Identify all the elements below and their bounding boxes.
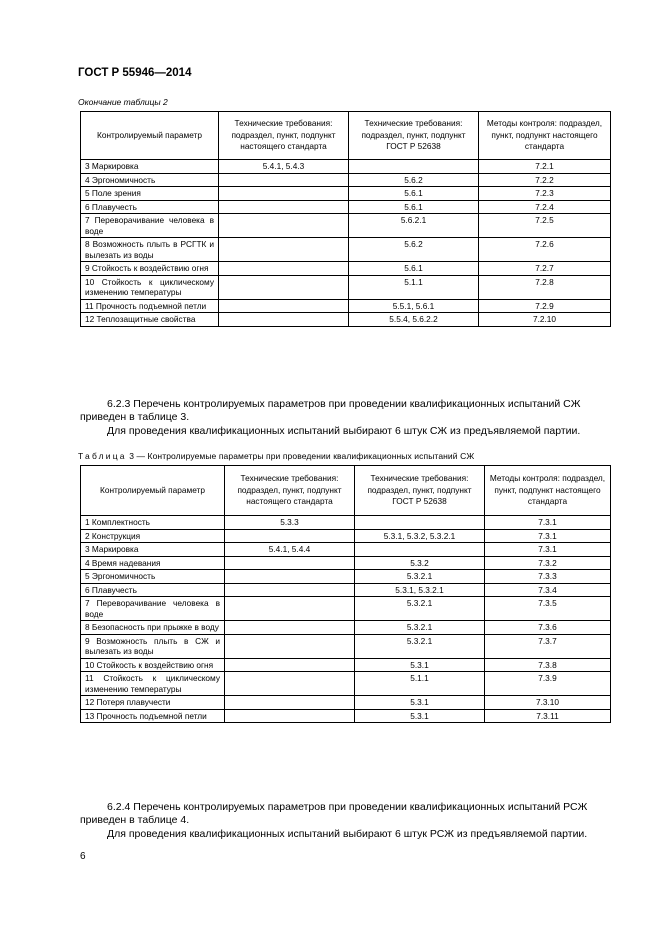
- method-cell: 7.2.5: [479, 214, 611, 238]
- tech-req-gost-cell: 5.6.2: [349, 238, 479, 262]
- col-header-parameter: Контролируемый параметр: [81, 466, 225, 516]
- method-cell: 7.3.4: [485, 583, 611, 597]
- param-cell: 12 Потеря плавучести: [81, 696, 225, 710]
- table-row: [81, 200, 611, 214]
- paragraph-6-2-4-note: Для проведения квалификационных испытаний выбирают 6 штук РСЖ из предъявляемой партии.: [107, 828, 588, 840]
- param-cell: 9 Стойкость к воздействию огня: [81, 262, 219, 276]
- tech-req-gost-cell: 5.3.2.1: [355, 621, 485, 635]
- table1-caption: Окончание таблицы 2: [78, 97, 168, 107]
- tech-req-gost-cell: 5.6.2: [349, 173, 479, 187]
- method-cell: 7.2.2: [479, 173, 611, 187]
- table3-caption-word: Таблица: [78, 451, 127, 461]
- tech-req-gost-cell: 5.5.1, 5.6.1: [349, 299, 479, 313]
- tech-req-standard-cell: [219, 173, 349, 187]
- table-row: [81, 262, 611, 276]
- method-cell: 7.2.3: [479, 187, 611, 201]
- table-row: [81, 583, 611, 597]
- tech-req-standard-cell: [225, 583, 355, 597]
- tech-req-standard-cell: [225, 556, 355, 570]
- tech-req-gost-cell: 5.1.1: [355, 672, 485, 696]
- param-cell: 8 Безопасность при прыжке в воду: [81, 621, 225, 635]
- tech-req-standard-cell: [225, 672, 355, 696]
- param-cell: 7 Переворачивание человека в воде: [81, 597, 225, 621]
- tech-req-standard-cell: 5.4.1, 5.4.4: [225, 543, 355, 557]
- method-cell: 7.2.6: [479, 238, 611, 262]
- table-row: [81, 556, 611, 570]
- param-cell: 10 Стойкость к циклическому изменению температуры: [81, 275, 219, 299]
- table-3: [80, 465, 611, 723]
- tech-req-gost-cell: 5.6.1: [349, 262, 479, 276]
- tech-req-gost-cell: 5.3.2: [355, 556, 485, 570]
- param-cell: 13 Прочность подъемной петли: [81, 709, 225, 723]
- tech-req-gost-cell: 5.5.4, 5.6.2.2: [349, 313, 479, 327]
- tech-req-gost-cell: 5.3.1: [355, 658, 485, 672]
- tech-req-gost-cell: 5.3.2.1: [355, 634, 485, 658]
- paragraph-6-2-3-note: Для проведения квалификационных испытаний выбирают 6 штук СЖ из предъявляемой партии.: [107, 425, 581, 437]
- tech-req-standard-cell: 5.3.3: [225, 516, 355, 530]
- paragraph-6-2-3: 6.2.3 Перечень контролируемых параметров при проведении квалификационных испытаний СЖ приведен в таблице 3.: [80, 398, 581, 423]
- table-row: [81, 173, 611, 187]
- tech-req-gost-cell: 5.3.1, 5.3.2, 5.3.2.1: [355, 529, 485, 543]
- tech-req-standard-cell: [225, 696, 355, 710]
- table-row: [81, 634, 611, 658]
- col-header-tech-req-standard: Технические требования: подраздел, пункт, подпункт настоящего стандарта: [219, 112, 349, 160]
- tech-req-standard-cell: [219, 187, 349, 201]
- method-cell: 7.2.9: [479, 299, 611, 313]
- tech-req-standard-cell: 5.4.1, 5.4.3: [219, 160, 349, 174]
- method-cell: 7.2.1: [479, 160, 611, 174]
- param-cell: 5 Поле зрения: [81, 187, 219, 201]
- tech-req-gost-cell: 5.6.1: [349, 200, 479, 214]
- param-cell: 11 Стойкость к циклическому изменению температуры: [81, 672, 225, 696]
- table-row: [81, 672, 611, 696]
- param-cell: 6 Плавучесть: [81, 583, 225, 597]
- standard-id: ГОСТ Р 55946—2014: [78, 67, 192, 79]
- table3-caption-text: 3 — Контролируемые параметры при проведении квалификационных испытаний СЖ: [126, 451, 475, 461]
- col-header-tech-req-gost: Технические требования: подраздел, пункт, подпункт ГОСТ Р 52638: [349, 112, 479, 160]
- tech-req-gost-cell: [355, 516, 485, 530]
- tech-req-standard-cell: [219, 214, 349, 238]
- col-header-parameter: Контролируемый параметр: [81, 112, 219, 160]
- tech-req-gost-cell: 5.1.1: [349, 275, 479, 299]
- param-cell: 9 Возможность плыть в СЖ и вылезать из воды: [81, 634, 225, 658]
- tech-req-gost-cell: 5.3.1, 5.3.2.1: [355, 583, 485, 597]
- table-row: [81, 160, 611, 174]
- tech-req-standard-cell: [219, 262, 349, 276]
- table-row: [81, 658, 611, 672]
- tech-req-standard-cell: [219, 238, 349, 262]
- table-row: [81, 187, 611, 201]
- table-row: [81, 238, 611, 262]
- table3-caption: [78, 451, 474, 461]
- table-row: [81, 597, 611, 621]
- param-cell: 4 Эргономичность: [81, 173, 219, 187]
- param-cell: 11 Прочность подъемной петли: [81, 299, 219, 313]
- table-row: [81, 516, 611, 530]
- table-header-row: [81, 112, 611, 160]
- method-cell: 7.3.1: [485, 543, 611, 557]
- page-number: 6: [80, 851, 86, 862]
- tech-req-standard-cell: [225, 570, 355, 584]
- param-cell: 2 Конструкция: [81, 529, 225, 543]
- method-cell: 7.3.3: [485, 570, 611, 584]
- param-cell: 1 Комплектность: [81, 516, 225, 530]
- tech-req-standard-cell: [219, 200, 349, 214]
- table-row: [81, 543, 611, 557]
- param-cell: 3 Маркировка: [81, 543, 225, 557]
- table-2-end: [80, 111, 611, 327]
- param-cell: 10 Стойкость к воздействию огня: [81, 658, 225, 672]
- table-row: [81, 529, 611, 543]
- param-cell: 3 Маркировка: [81, 160, 219, 174]
- method-cell: 7.3.1: [485, 529, 611, 543]
- table-row: [81, 709, 611, 723]
- table-row: [81, 621, 611, 635]
- tech-req-gost-cell: 5.6.2.1: [349, 214, 479, 238]
- tech-req-standard-cell: [225, 597, 355, 621]
- tech-req-standard-cell: [225, 634, 355, 658]
- table-row: [81, 214, 611, 238]
- tech-req-gost-cell: 5.3.1: [355, 709, 485, 723]
- table-header-row: [81, 466, 611, 516]
- tech-req-standard-cell: [225, 709, 355, 723]
- method-cell: 7.3.6: [485, 621, 611, 635]
- col-header-tech-req-standard: Технические требования: подраздел, пункт, подпункт настоящего стандарта: [225, 466, 355, 516]
- table-row: [81, 313, 611, 327]
- tech-req-standard-cell: [225, 658, 355, 672]
- tech-req-standard-cell: [225, 529, 355, 543]
- tech-req-gost-cell: 5.6.1: [349, 187, 479, 201]
- table-row: [81, 696, 611, 710]
- method-cell: 7.3.7: [485, 634, 611, 658]
- method-cell: 7.2.4: [479, 200, 611, 214]
- tech-req-standard-cell: [219, 275, 349, 299]
- tech-req-standard-cell: [219, 313, 349, 327]
- method-cell: 7.3.10: [485, 696, 611, 710]
- tech-req-gost-cell: 5.3.1: [355, 696, 485, 710]
- table-row: [81, 299, 611, 313]
- table-row: [81, 275, 611, 299]
- method-cell: 7.3.11: [485, 709, 611, 723]
- tech-req-gost-cell: [355, 543, 485, 557]
- param-cell: 8 Возможность плыть в РСГТК и вылезать из воды: [81, 238, 219, 262]
- paragraph-6-2-4: 6.2.4 Перечень контролируемых параметров при проведении квалификационных испытаний РСЖ приведен в таблице 4.: [80, 801, 588, 826]
- col-header-methods: Методы контроля: подраздел, пункт, подпункт настоящего стандарта: [479, 112, 611, 160]
- tech-req-standard-cell: [219, 299, 349, 313]
- method-cell: 7.3.8: [485, 658, 611, 672]
- col-header-methods: Методы контроля: подраздел, пункт, подпункт настоящего стандарта: [485, 466, 611, 516]
- method-cell: 7.3.2: [485, 556, 611, 570]
- param-cell: 6 Плавучесть: [81, 200, 219, 214]
- method-cell: 7.3.5: [485, 597, 611, 621]
- tech-req-gost-cell: 5.3.2.1: [355, 597, 485, 621]
- tech-req-gost-cell: 5.3.2.1: [355, 570, 485, 584]
- param-cell: 5 Эргономичность: [81, 570, 225, 584]
- tech-req-standard-cell: [225, 621, 355, 635]
- method-cell: 7.3.1: [485, 516, 611, 530]
- param-cell: 4 Время надевания: [81, 556, 225, 570]
- method-cell: 7.2.7: [479, 262, 611, 276]
- col-header-tech-req-gost: Технические требования: подраздел, пункт, подпункт ГОСТ Р 52638: [355, 466, 485, 516]
- method-cell: 7.2.10: [479, 313, 611, 327]
- tech-req-gost-cell: [349, 160, 479, 174]
- param-cell: 12 Теплозащитные свойства: [81, 313, 219, 327]
- method-cell: 7.2.8: [479, 275, 611, 299]
- method-cell: 7.3.9: [485, 672, 611, 696]
- table-row: [81, 570, 611, 584]
- param-cell: 7 Переворачивание человека в воде: [81, 214, 219, 238]
